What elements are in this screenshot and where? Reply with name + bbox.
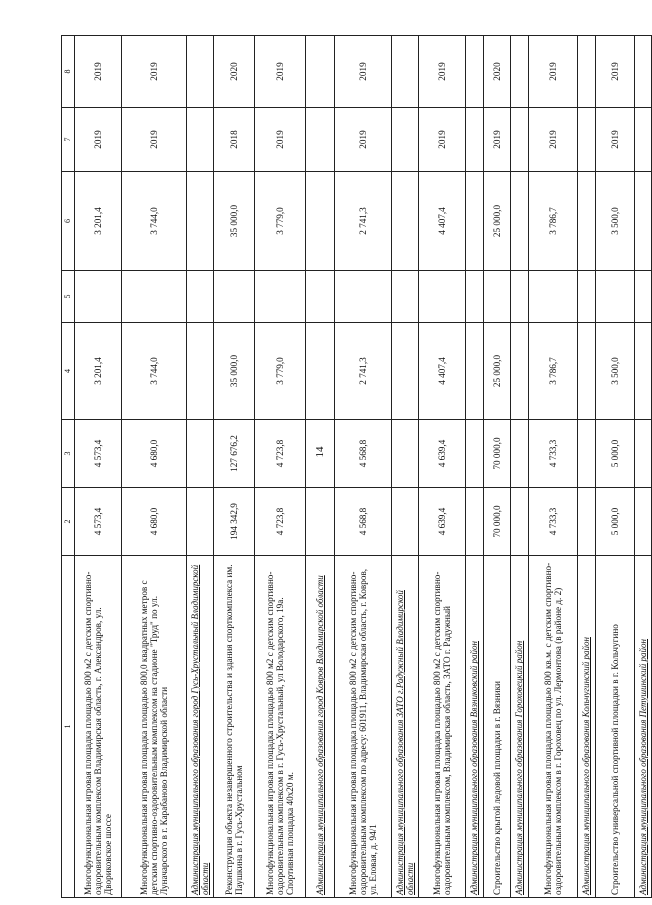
admin-section-row — [306, 36, 335, 898]
project-row — [484, 36, 511, 898]
admin-name-cell: Администрация муниципального образования город Ковров Владимирской области — [306, 556, 335, 898]
value-cell-col-4: 35 000,0 — [214, 323, 255, 420]
value-cell-col-6 — [392, 172, 419, 271]
column-number-1: 1 — [62, 556, 75, 898]
value-cell-col-4: 3 786,7 — [529, 323, 578, 420]
value-cell-col-5 — [596, 271, 635, 323]
value-cell-col-6 — [635, 172, 652, 271]
value-cell-col-2: 4 639,4 — [419, 488, 466, 556]
header-row — [62, 36, 75, 898]
value-cell-col-3: 70 000,0 — [484, 420, 511, 488]
project-row — [255, 36, 306, 898]
project-name-cell: Многофункциональная игровая площадка площадью 800 м2 с детским спортивно-оздоровительным комплексом в г. Гусь-Хрустальный, ул Володарского, 19а. Спортивная площадка 40х20 м. — [255, 556, 306, 898]
value-cell-col-2: 4 568,8 — [335, 488, 392, 556]
value-cell-col-7: 2019 — [529, 108, 578, 172]
value-cell-col-3 — [306, 420, 335, 488]
value-cell-col-8 — [187, 36, 214, 108]
value-cell-col-4 — [578, 323, 596, 420]
value-cell-col-6: 4 407,4 — [419, 172, 466, 271]
admin-name-cell: Администрация муниципального образования Гороховецкий район — [511, 556, 529, 898]
admin-name-cell: Администрация муниципального образования Кольчугинский район — [578, 556, 596, 898]
value-cell-col-8 — [392, 36, 419, 108]
value-cell-col-7 — [466, 108, 484, 172]
value-cell-col-7: 2019 — [419, 108, 466, 172]
project-row — [335, 36, 392, 898]
value-cell-col-2: 4 680,0 — [122, 488, 187, 556]
value-cell-col-2 — [511, 488, 529, 556]
project-row — [122, 36, 187, 898]
value-cell-col-5 — [529, 271, 578, 323]
admin-name-cell: Администрация муниципального образования Петушинский район — [635, 556, 652, 898]
value-cell-col-6 — [578, 172, 596, 271]
value-cell-col-8: 2020 — [214, 36, 255, 108]
column-number-5: 5 — [62, 271, 75, 323]
project-name-cell: Строительство крытой ледовой площадки в г. Вязники — [484, 556, 511, 898]
value-cell-col-2: 70 000,0 — [484, 488, 511, 556]
value-cell-col-5 — [392, 271, 419, 323]
value-cell-col-6: 25 000,0 — [484, 172, 511, 271]
value-cell-col-5 — [511, 271, 529, 323]
value-cell-col-3 — [578, 420, 596, 488]
value-cell-col-3: 127 676,2 — [214, 420, 255, 488]
value-cell-col-6: 3 744,0 — [122, 172, 187, 271]
value-cell-col-7: 2019 — [335, 108, 392, 172]
project-row — [214, 36, 255, 898]
value-cell-col-6: 3 500,0 — [596, 172, 635, 271]
value-cell-col-5 — [255, 271, 306, 323]
value-cell-col-2 — [392, 488, 419, 556]
value-cell-col-5 — [578, 271, 596, 323]
value-cell-col-2 — [635, 488, 652, 556]
rotated-table-container — [61, 36, 648, 898]
investment-table — [61, 35, 652, 898]
admin-name-cell: Администрация муниципального образования Вязниковский район — [466, 556, 484, 898]
admin-section-row — [635, 36, 652, 898]
value-cell-col-7: 2019 — [255, 108, 306, 172]
value-cell-col-5 — [335, 271, 392, 323]
value-cell-col-7: 2019 — [596, 108, 635, 172]
value-cell-col-6 — [511, 172, 529, 271]
value-cell-col-5 — [306, 271, 335, 323]
value-cell-col-3 — [511, 420, 529, 488]
value-cell-col-8 — [511, 36, 529, 108]
value-cell-col-7 — [578, 108, 596, 172]
value-cell-col-5 — [466, 271, 484, 323]
project-name-cell: Многофункциональная игровая площадка площадью 800 м2 с детским спортивно-оздоровительным комплексом по адресу: 601911, Владимирская область, г. Ковров, ул. Еловая, д. 94/1 — [335, 556, 392, 898]
value-cell-col-6: 3 786,7 — [529, 172, 578, 271]
value-cell-col-4: 2 741,3 — [335, 323, 392, 420]
admin-section-row — [392, 36, 419, 898]
column-number-6: 6 — [62, 172, 75, 271]
project-row — [596, 36, 635, 898]
value-cell-col-8: 2019 — [596, 36, 635, 108]
project-name-cell: Многофункциональная игровая площадка площадью 800,0 квадратных метров с детским спортивно-оздоровительным комплексом на стадионе "Труд" по ул. Луначарского в г. Карабаново Владимирской области — [122, 556, 187, 898]
value-cell-col-5 — [214, 271, 255, 323]
admin-section-row — [187, 36, 214, 898]
value-cell-col-4: 4 407,4 — [419, 323, 466, 420]
value-cell-col-7: 2019 — [75, 108, 122, 172]
project-name-cell: Многофункциональная игровая площадка площадью 800 м2 с детским спортивно-оздоровительным комплексом Владимирская область, г. Александров, ул. Двориковское шоссе — [75, 556, 122, 898]
value-cell-col-5 — [484, 271, 511, 323]
value-cell-col-2 — [466, 488, 484, 556]
value-cell-col-8 — [466, 36, 484, 108]
value-cell-col-7 — [635, 108, 652, 172]
value-cell-col-7 — [187, 108, 214, 172]
value-cell-col-4: 3 779,0 — [255, 323, 306, 420]
value-cell-col-5 — [187, 271, 214, 323]
value-cell-col-5 — [75, 271, 122, 323]
value-cell-col-6: 35 000,0 — [214, 172, 255, 271]
project-row — [419, 36, 466, 898]
value-cell-col-6: 3 201,4 — [75, 172, 122, 271]
value-cell-col-8: 2019 — [122, 36, 187, 108]
value-cell-col-2: 194 342,9 — [214, 488, 255, 556]
admin-section-row — [578, 36, 596, 898]
value-cell-col-4: 3 744,0 — [122, 323, 187, 420]
value-cell-col-7 — [392, 108, 419, 172]
value-cell-col-3: 4 680,0 — [122, 420, 187, 488]
value-cell-col-3: 4 573,4 — [75, 420, 122, 488]
value-cell-col-3: 4 723,8 — [255, 420, 306, 488]
admin-name-cell: Администрация муниципального образования ЗАТО г.Радужный Владимирской области — [392, 556, 419, 898]
value-cell-col-7: 2019 — [484, 108, 511, 172]
value-cell-col-8: 2019 — [335, 36, 392, 108]
value-cell-col-6 — [187, 172, 214, 271]
value-cell-col-4 — [392, 323, 419, 420]
value-cell-col-4 — [187, 323, 214, 420]
value-cell-col-5 — [419, 271, 466, 323]
admin-section-row — [511, 36, 529, 898]
value-cell-col-4: 25 000,0 — [484, 323, 511, 420]
value-cell-col-3 — [466, 420, 484, 488]
value-cell-col-8 — [635, 36, 652, 108]
project-row — [529, 36, 578, 898]
value-cell-col-3: 4 568,8 — [335, 420, 392, 488]
column-number-2: 2 — [62, 488, 75, 556]
project-name-cell: Многофункциональная игровая площадка площадью 800 кв.м. с детским спортивно-оздоровительным комплексом в г. Гороховец по ул. Лермонтова (в районе д. 2) — [529, 556, 578, 898]
value-cell-col-6: 2 741,3 — [335, 172, 392, 271]
value-cell-col-3 — [187, 420, 214, 488]
page-number: 14 — [314, 446, 326, 458]
value-cell-col-8: 2019 — [529, 36, 578, 108]
value-cell-col-3 — [635, 420, 652, 488]
value-cell-col-8: 2019 — [75, 36, 122, 108]
value-cell-col-8: 2019 — [419, 36, 466, 108]
value-cell-col-4 — [466, 323, 484, 420]
admin-section-row — [466, 36, 484, 898]
value-cell-col-4: 3 500,0 — [596, 323, 635, 420]
value-cell-col-4 — [511, 323, 529, 420]
value-cell-col-5 — [635, 271, 652, 323]
project-name-cell: Строительство универсальной спортивной площадки в г. Кольчугино — [596, 556, 635, 898]
value-cell-col-7: 2018 — [214, 108, 255, 172]
value-cell-col-4: 3 201,4 — [75, 323, 122, 420]
value-cell-col-2 — [306, 488, 335, 556]
value-cell-col-6 — [466, 172, 484, 271]
column-number-3: 3 — [62, 420, 75, 488]
value-cell-col-3: 4 639,4 — [419, 420, 466, 488]
column-number-4: 4 — [62, 323, 75, 420]
value-cell-col-2: 4 733,3 — [529, 488, 578, 556]
project-row — [75, 36, 122, 898]
value-cell-col-6: 3 779,0 — [255, 172, 306, 271]
value-cell-col-3: 4 733,3 — [529, 420, 578, 488]
value-cell-col-3: 5 000,0 — [596, 420, 635, 488]
value-cell-col-3 — [392, 420, 419, 488]
value-cell-col-7 — [306, 108, 335, 172]
value-cell-col-8 — [578, 36, 596, 108]
value-cell-col-4 — [635, 323, 652, 420]
column-number-7: 7 — [62, 108, 75, 172]
value-cell-col-8: 2020 — [484, 36, 511, 108]
value-cell-col-2 — [578, 488, 596, 556]
value-cell-col-2: 4 723,8 — [255, 488, 306, 556]
value-cell-col-5 — [122, 271, 187, 323]
project-name-cell: Реконструкция объекта незавершенного строительства и здания спорткомплекса им. Паушкина в г. Гусь-Хрустальном — [214, 556, 255, 898]
admin-name-cell: Администрация муниципального образования город Гусь-Хрустальный Владимирской области — [187, 556, 214, 898]
value-cell-col-2: 4 573,4 — [75, 488, 122, 556]
column-number-8: 8 — [62, 36, 75, 108]
value-cell-col-2 — [187, 488, 214, 556]
value-cell-col-8: 2019 — [255, 36, 306, 108]
value-cell-col-2: 5 000,0 — [596, 488, 635, 556]
value-cell-col-8 — [306, 36, 335, 108]
project-name-cell: Многофункциональная игровая площадка площадью 800 м2 с детским спортивно-оздоровительным комплексом, Владимирская область, ЗАТО г. Радужный — [419, 556, 466, 898]
value-cell-col-4 — [306, 323, 335, 420]
value-cell-col-7 — [511, 108, 529, 172]
value-cell-col-6 — [306, 172, 335, 271]
value-cell-col-7: 2019 — [122, 108, 187, 172]
